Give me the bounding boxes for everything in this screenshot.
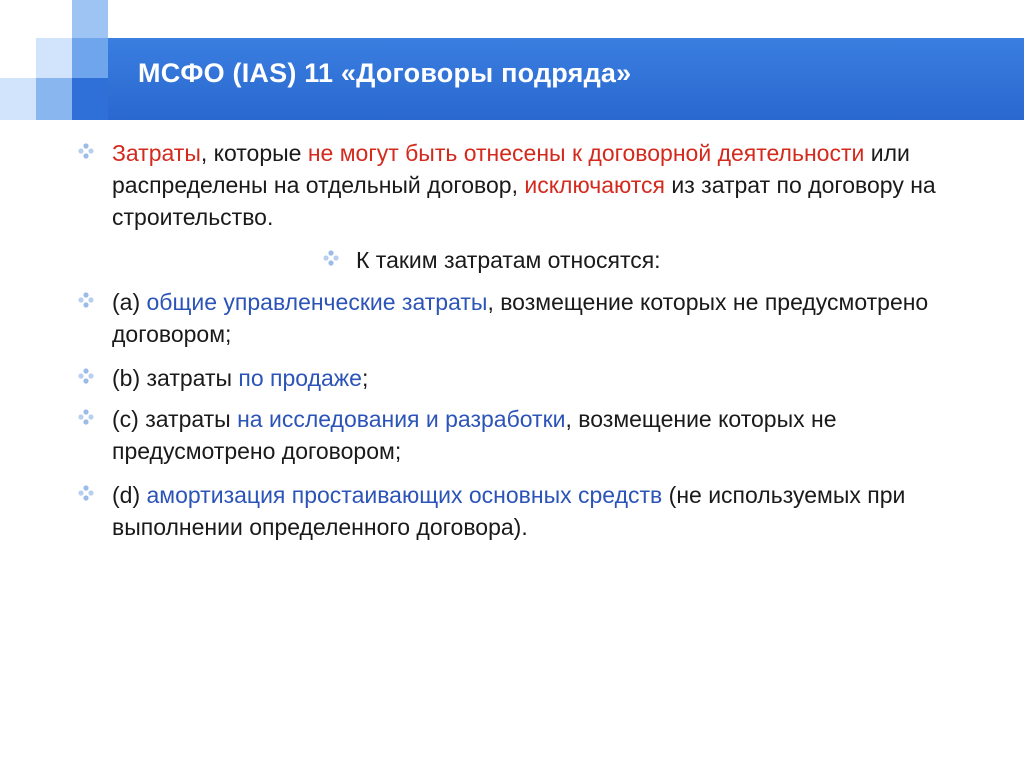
text: , возмещение которых не предусмотрено договором; xyxy=(112,406,837,464)
text: (с) затраты xyxy=(112,406,238,432)
bullet-paragraph xyxy=(112,403,992,467)
text: (не используемых при выполнении определенного договора). xyxy=(112,482,906,540)
highlight-red: исключаются xyxy=(524,172,665,198)
diamond-bullet-icon xyxy=(78,485,94,501)
bullet-paragraph xyxy=(356,244,976,276)
bullet-paragraph xyxy=(112,479,992,543)
text: , которые xyxy=(200,140,308,166)
highlight-blue: на исследования и разработки xyxy=(237,406,566,432)
text: (b) затраты xyxy=(112,365,239,391)
highlight-red: не могут быть отнесены к договорной деятельности xyxy=(307,140,865,166)
highlight-blue: общие управленческие затраты xyxy=(146,289,488,315)
highlight-red: Затраты xyxy=(112,140,201,166)
text: , возмещение которых не предусмотрено договором; xyxy=(112,289,929,347)
text: ; xyxy=(361,365,369,391)
diamond-bullet-icon xyxy=(78,409,94,425)
text: К таким затратам относятся: xyxy=(356,247,661,273)
slide-title: МСФО (IAS) 11 «Договоры подряда» xyxy=(138,58,632,88)
highlight-blue: по продаже xyxy=(238,365,362,391)
highlight-blue: амортизация простаивающих основных средств xyxy=(146,482,663,508)
bullet-paragraph xyxy=(112,137,992,233)
diamond-bullet-icon xyxy=(78,143,94,159)
diamond-bullet-icon xyxy=(323,250,339,266)
text: из затрат по договору на строительство. xyxy=(112,172,936,230)
text: или распределены на отдельный договор, xyxy=(112,140,910,198)
bullet-paragraph xyxy=(112,286,992,350)
text: (d) xyxy=(112,482,147,508)
diamond-bullet-icon xyxy=(78,292,94,308)
text: (а) xyxy=(112,289,147,315)
diamond-bullet-icon xyxy=(78,368,94,384)
bullet-paragraph xyxy=(112,362,992,394)
